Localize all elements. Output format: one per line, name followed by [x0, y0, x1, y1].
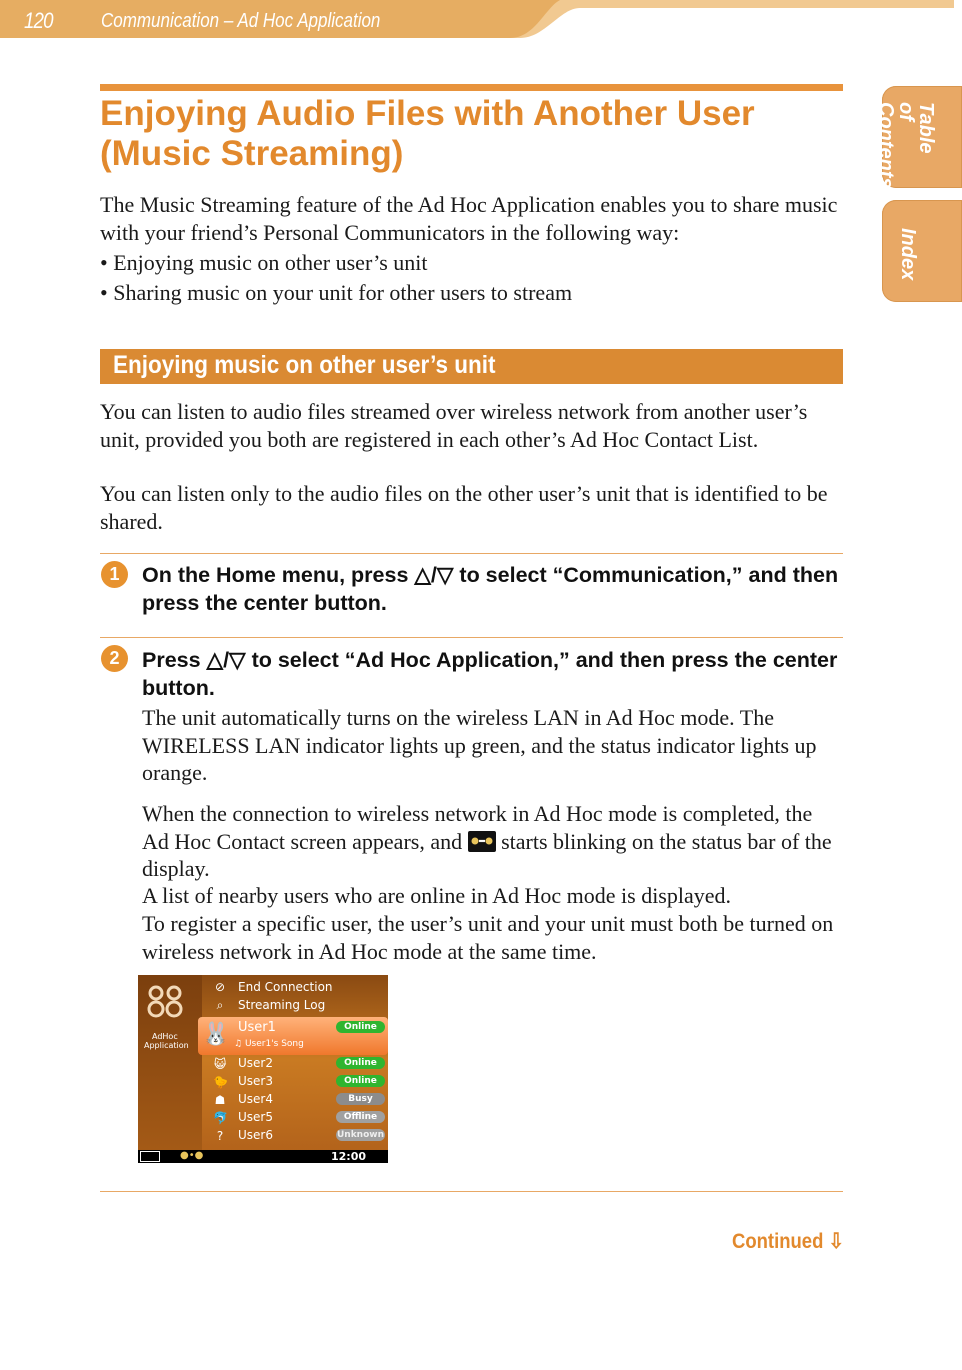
list-item: • Enjoying music on other user’s unit	[100, 250, 428, 275]
status-badge: Online	[336, 1075, 385, 1087]
section-heading: Enjoying music on other user’s unit	[113, 351, 496, 379]
user-name[interactable]: User4	[238, 1092, 273, 1106]
dolphin-avatar-icon: 🐬	[213, 1111, 228, 1125]
status-badge: Online	[336, 1057, 385, 1069]
step-2-body-2-text-b: starts blinking on the status bar of the display.	[142, 828, 832, 881]
status-badge: Busy	[336, 1093, 385, 1105]
app-label-2: Application	[144, 1041, 189, 1050]
bottom-divider	[100, 1191, 843, 1192]
tab-table-of-contents[interactable]	[875, 86, 962, 189]
status-badge: Unknown	[336, 1130, 384, 1140]
app-panel	[138, 975, 202, 1150]
list-item: • Sharing music on your unit for other users to stream	[100, 280, 573, 305]
step-number-1: 1	[101, 561, 128, 588]
intro-paragraph: The Music Streaming feature of the Ad Hoc Application enables you to share music with your friend’s Personal Communicators in the following way:	[100, 192, 838, 245]
arrow-down-icon: ⇩	[828, 1230, 844, 1253]
step-2-body-2-text-a: When the connection to wireless network in Ad Hoc mode is completed, the Ad Hoc Contact screen appears, and	[142, 801, 813, 854]
page-title: Enjoying Audio Files with Another User (Music Streaming)	[100, 94, 755, 173]
bunny-avatar-icon: 🐰	[202, 1022, 230, 1047]
continued-label: Continued	[732, 1230, 824, 1253]
continued-link[interactable]	[732, 1229, 844, 1254]
music-note-icon: ♫	[234, 1039, 245, 1049]
adhoc-status-icon: ●•●	[180, 1150, 204, 1161]
tab-index-label: Index	[897, 228, 919, 281]
step-2-body-3: A list of nearby users who are online in Ad Hoc mode is displayed.	[142, 883, 732, 908]
step-2-body-4: To register a specific user, the user’s unit and your unit must both be turned on wireless network in Ad Hoc mode at the same time.	[142, 911, 834, 964]
page-header	[0, 0, 954, 40]
user-name[interactable]: User3	[238, 1074, 273, 1088]
step-1-instruction: On the Home menu, press △/▽ to select “Communication,” and then press the center button.	[142, 563, 839, 615]
user-name[interactable]: User6	[238, 1128, 273, 1142]
figure-avatar-icon: ☗	[214, 1093, 226, 1107]
paragraph-shared: You can listen only to the audio files on the other user’s unit that is identified to be shared.	[100, 481, 828, 534]
streaming-log-icon: ⌕	[216, 998, 224, 1012]
cat-avatar-icon: 😺	[213, 1057, 227, 1071]
tab-index[interactable]	[882, 200, 962, 302]
app-label-1: AdHoc	[152, 1032, 178, 1041]
tab-toc-label: Table of Contents	[875, 102, 937, 189]
title-rule	[100, 84, 843, 91]
device-status-bar	[138, 1150, 388, 1176]
feature-list	[100, 248, 572, 308]
battery-icon	[140, 1151, 160, 1162]
unknown-avatar-icon: ?	[216, 1129, 224, 1143]
now-playing-song: User1's Song	[244, 1039, 304, 1049]
step-2-instruction: Press △/▽ to select “Ad Hoc Application,” and then press the center button.	[142, 648, 838, 700]
step-number-2: 2	[101, 645, 128, 672]
menu-end-connection[interactable]: End Connection	[238, 980, 333, 994]
step-divider	[100, 637, 843, 638]
step-2-body-1: The unit automatically turns on the wireless LAN in Ad Hoc mode. The WIRELESS LAN indicator lights up green, and the status indicator lights up orange.	[142, 705, 817, 785]
header-section-title: Communication – Ad Hoc Application	[101, 10, 381, 32]
user-name[interactable]: User5	[238, 1110, 273, 1124]
user-name: User1	[238, 1020, 276, 1035]
paragraph-listen: You can listen to audio files streamed over wireless network from another user’s unit, provided you both are registered in each other’s Ad Hoc Contact List.	[100, 399, 808, 452]
menu-streaming-log[interactable]: Streaming Log	[238, 998, 326, 1012]
adhoc-status-icon	[468, 831, 496, 852]
adhoc-contact-screen	[138, 975, 388, 1176]
now-playing	[234, 1039, 304, 1049]
user-name[interactable]: User2	[238, 1056, 273, 1070]
chick-avatar-icon: 🐤	[213, 1075, 228, 1089]
status-badge: Online	[336, 1021, 385, 1033]
step-divider	[100, 553, 843, 554]
page-number: 120	[24, 8, 53, 33]
section-heading-bar	[100, 349, 843, 384]
step-2-body-2	[142, 800, 842, 883]
end-connection-icon: ⊘	[214, 980, 226, 994]
clock: 12:00 PM	[331, 1150, 367, 1176]
status-badge: Offline	[336, 1111, 385, 1123]
